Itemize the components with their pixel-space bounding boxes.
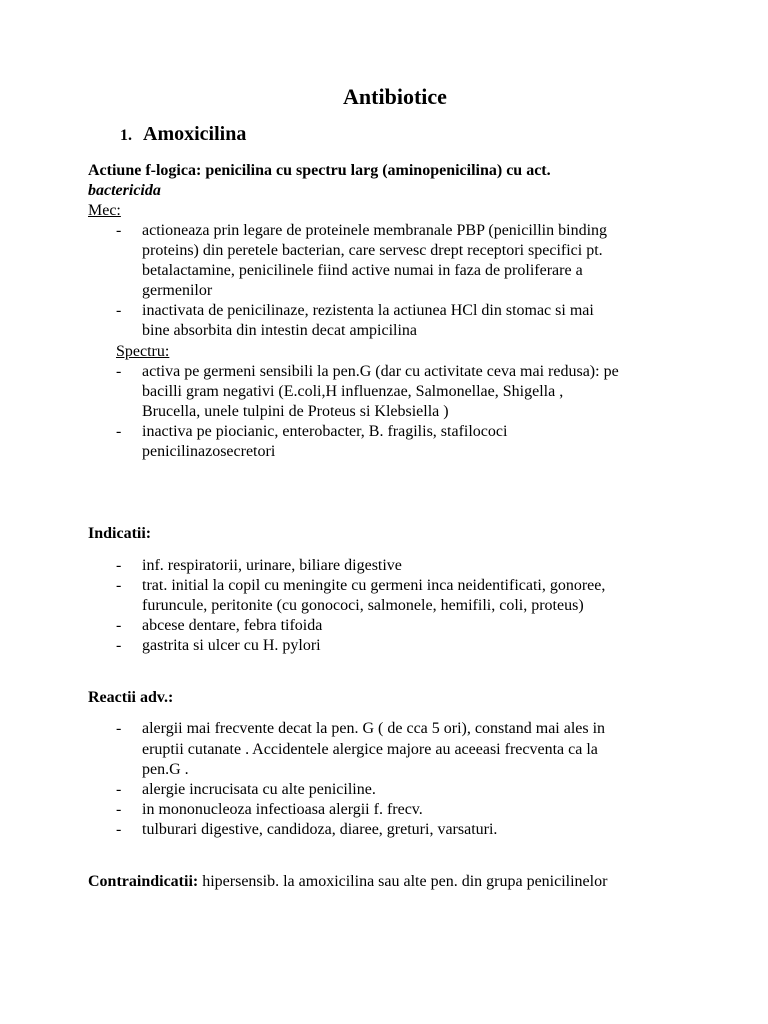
- list-dash: -: [116, 801, 122, 818]
- list-item-line: actioneaza prin legare de proteinele membranale PBP (penicillin binding: [142, 222, 608, 239]
- indicatii-heading: Indicatii:: [88, 525, 152, 542]
- list-dash: -: [116, 363, 122, 380]
- list-item-line: bine absorbita din intestin decat ampicilina: [142, 322, 418, 339]
- list-item-line: alergie incrucisata cu alte peniciline.: [142, 781, 376, 798]
- list-dash: -: [116, 720, 122, 737]
- list-dash: -: [116, 781, 122, 798]
- list-item-line: inactiva pe piocianic, enterobacter, B. fragilis, stafilococi: [142, 423, 508, 440]
- list-item-line: proteins) din peretele bacterian, care servesc drept receptori specifici pt.: [142, 242, 603, 259]
- list-item-line: penicilinazosecretori: [142, 443, 276, 460]
- list-item-line: eruptii cutanate . Accidentele alergice majore au aceeasi frecventa ca la: [142, 741, 598, 758]
- section-number: 1.: [120, 127, 132, 144]
- list-item-line: furuncule, peritonite (cu gonococi, salmonele, hemifili, coli, proteus): [142, 597, 584, 614]
- list-item-line: tulburari digestive, candidoza, diaree, greturi, varsaturi.: [142, 821, 498, 838]
- list-dash: -: [116, 617, 122, 634]
- actiune-text: penicilina cu spectru larg (aminopenicilina) cu act.: [201, 162, 551, 179]
- list-item-line: bacilli gram negativi (E.coli,H influenzae, Salmonellae, Shigella ,: [142, 383, 564, 400]
- list-item-line: Brucella, unele tulpini de Proteus si Klebsiella ): [142, 403, 449, 420]
- reactii-heading: Reactii adv.:: [88, 689, 174, 706]
- list-item-line: activa pe germeni sensibili la pen.G (dar cu activitate ceva mai redusa): pe: [142, 363, 619, 380]
- list-item-line: inf. respiratorii, urinare, biliare digestive: [142, 557, 402, 574]
- list-dash: -: [116, 577, 122, 594]
- spectru-label: Spectru:: [116, 343, 170, 360]
- list-dash: -: [116, 222, 122, 239]
- list-dash: -: [116, 423, 122, 440]
- actiune-line-1: [88, 161, 551, 181]
- list-dash: -: [116, 637, 122, 654]
- actiune-line-2: bactericida: [88, 182, 161, 199]
- contraindicatii-line: [88, 872, 607, 892]
- list-item-line: betalactamine, penicilinele fiind active numai in faza de proliferare a: [142, 262, 583, 279]
- page-title: Antibiotice: [343, 84, 447, 109]
- actiune-label: Actiune f-logica:: [88, 162, 202, 179]
- list-item-line: inactivata de penicilinaze, rezistenta la actiunea HCl din stomac si mai: [142, 302, 594, 319]
- list-item-line: alergii mai frecvente decat la pen. G ( de cca 5 ori), constand mai ales in: [142, 720, 606, 737]
- list-item-line: gastrita si ulcer cu H. pylori: [142, 637, 321, 654]
- contraindicatii-label: Contraindicatii:: [88, 873, 199, 890]
- list-dash: -: [116, 302, 122, 319]
- list-item-line: trat. initial la copil cu meningite cu germeni inca neidentificati, gonoree,: [142, 577, 606, 594]
- list-dash: -: [116, 557, 122, 574]
- mec-label: Mec:: [88, 202, 121, 219]
- list-item-line: germenilor: [142, 282, 213, 299]
- list-item-line: in mononucleoza infectioasa alergii f. frecv.: [142, 801, 423, 818]
- list-item-line: abcese dentare, febra tifoida: [142, 617, 323, 634]
- contraindicatii-text: hipersensib. la amoxicilina sau alte pen. din grupa penicilinelor: [198, 873, 608, 890]
- list-dash: -: [116, 821, 122, 838]
- section-heading: Amoxicilina: [143, 123, 247, 145]
- list-item-line: pen.G .: [142, 761, 189, 778]
